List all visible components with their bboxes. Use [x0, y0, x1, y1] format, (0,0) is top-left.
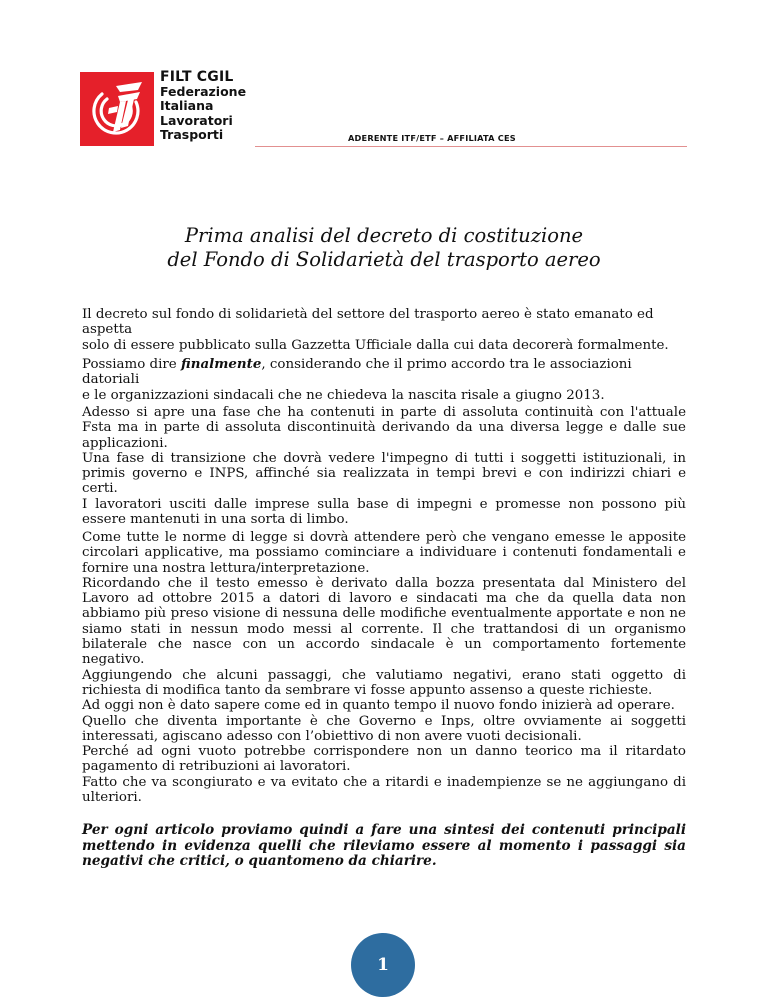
logo-line-1: Federazione [160, 83, 247, 99]
paragraph-4-sentence-7: Fatto che va scongiurato e va evitato che a ritardi e inadempienze se ne aggiungano di ulteriori. [82, 774, 686, 806]
paragraph-3-sentence-1: Adesso si apre una fase che ha contenuti in parte di assoluta continuità con l'attuale Fsta ma in parte di assoluta discontinuità derivando da una diversa legge e dalle sue applicazioni. [82, 405, 686, 451]
paragraph-4 [82, 530, 686, 805]
paragraph-2 [82, 357, 686, 403]
paragraph-1-line-1: Il decreto sul fondo di solidarietà del settore del trasporto aereo è stato emanato ed aspetta [82, 307, 654, 338]
paragraph-4-sentence-5: Quello che diventa importante è che Governo e Inps, oltre ovviamente ai soggetti interessati, agiscano adesso con l’obiettivo di non avere vuoti decisionali. [82, 713, 686, 744]
document-title-line-2: del Fondo di Solidarietà del trasporto aereo [167, 248, 601, 271]
logo-brand: FILT CGIL [160, 69, 234, 85]
paragraph-1 [82, 307, 686, 353]
logo-line-3: Lavoratori [160, 112, 233, 128]
paragraph-4-sentence-3: Aggiungendo che alcuni passaggi, che valutiamo negativi, erano stati oggetto di richiesta di modifica tanto da sembrare vi fosse appunto assenso a queste richieste. [82, 667, 686, 698]
paragraph-3-sentence-2: Una fase di transizione che dovrà vedere l'impegno di tutti i soggetti istituzionali, in primis governo e INPS, affinché sia realizzata in tempi brevi e con indirizzi chiari e certi. [82, 450, 686, 497]
paragraph-1-line-2: solo di essere pubblicato sulla Gazzetta Ufficiale dalla cui data decorerà formalmente. [82, 337, 669, 353]
paragraph-2-lead: Possiamo dire [82, 357, 181, 372]
paragraph-4-sentence-1: Come tutte le norme di legge si dovrà attendere però che vengano emesse le apposite circolari applicative, ma possiamo cominciare a individuare i contenuti fondamentali e fornire una nostra lettura/interpretazione. [82, 530, 686, 576]
paragraph-4-sentence-2: Ricordando che il testo emesso è derivato dalla bozza presentata dal Ministero del Lavoro ad ottobre 2015 a datori di lavoro e sindacati ma che da quella data non abbiamo più preso visione di nessuna delle modifiche eventualmente apportate e non ne siamo stati in nessun modo messi al corrente. Il che trattandosi di un organismo bilaterale che nasce con un accordo sindacale è un comportamento fortemente negativo. [82, 575, 686, 668]
paragraph-2-emphasis: finalmente [181, 356, 262, 372]
paragraph-5-text: Per ogni articolo proviamo quindi a fare una sintesi dei contenuti principali mettendo in evidenza quelli che rileviamo essere al momento i passaggi sia negativi che critici, o quantomeno da chiarire. [82, 822, 686, 870]
logo-line-4: Trasporti [160, 127, 224, 142]
paragraph-5-highlight [82, 823, 686, 870]
paragraph-4-sentence-6: Perché ad ogni vuoto potrebbe corrispondere non un danno teorico ma il ritardato pagamento di retribuzioni ai lavoratori. [82, 744, 686, 775]
header-divider [255, 146, 687, 147]
document-title-line-1: Prima analisi del decreto di costituzione [184, 224, 584, 247]
logo-line-2: Italiana [160, 98, 214, 113]
filt-cgil-logo [80, 69, 247, 146]
logo-emblem-icon [80, 72, 154, 146]
paragraph-3 [82, 405, 686, 527]
logo-wordmark [160, 70, 246, 143]
paragraph-2-line-1 [82, 357, 686, 388]
page-number: 1 [377, 955, 389, 975]
affiliation-text: ADERENTE ITF/ETF – AFFILIATA CES [348, 133, 516, 143]
paragraph-2-rest: , considerando che il primo accordo tra le associazioni datoriali [82, 357, 632, 388]
paragraph-2-line-2: e le organizzazioni sindacali che ne chiedeva la nascita risale a giugno 2013. [82, 387, 605, 403]
paragraph-3-sentence-3: I lavoratori usciti dalle imprese sulla base di impegni e promesse non possono più essere mantenuti in una sorta di limbo. [82, 496, 686, 528]
page-number-badge [351, 933, 415, 997]
paragraph-4-sentence-4: Ad oggi non è dato sapere come ed in quanto tempo il nuovo fondo inizierà ad operare. [82, 698, 675, 714]
